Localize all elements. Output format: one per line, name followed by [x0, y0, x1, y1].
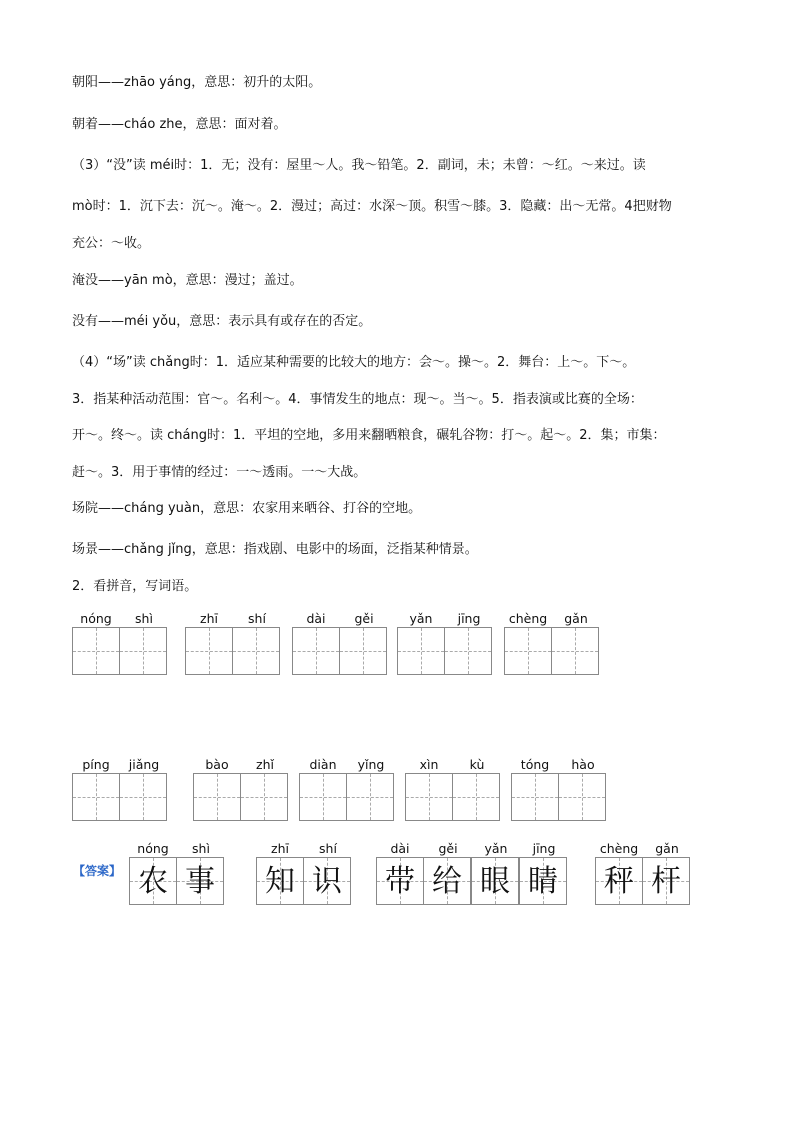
pinyin: nóng: [137, 841, 169, 856]
answer-char: 给: [432, 864, 462, 899]
write-box[interactable]: [551, 627, 599, 675]
pinyin: tóng: [520, 757, 550, 772]
pinyin: jiǎng: [128, 757, 160, 772]
write-box[interactable]: [346, 773, 394, 821]
answer-box: [129, 857, 177, 905]
text-line: 朝着——cháo zhe，意思：面对着。: [72, 117, 287, 132]
pinyin: jīng: [457, 611, 481, 626]
writing-grid: [504, 611, 600, 675]
pinyin: shí: [248, 611, 266, 626]
answer-label: 【答案】: [73, 864, 122, 878]
pinyin: diàn: [309, 757, 337, 772]
writing-grid: [405, 757, 501, 821]
text-line: 充公：～收。: [72, 236, 151, 251]
answer-char: 睛: [528, 864, 558, 899]
pinyin: yǎn: [484, 841, 508, 856]
write-box[interactable]: [119, 627, 167, 675]
text-line: mò时：1．沉下去：沉～。淹～。2．漫过；高过：水深～顶。积雪～膝。3．隐藏：出～无常。4把财物: [72, 199, 672, 214]
answer-box: [376, 857, 424, 905]
answer-char: 秤: [604, 864, 634, 899]
answer-box: [595, 857, 643, 905]
write-box[interactable]: [193, 773, 241, 821]
writing-grid: [72, 611, 168, 675]
write-box[interactable]: [299, 773, 347, 821]
pinyin: kù: [469, 757, 485, 772]
text-line: 淹没——yān mò，意思：漫过；盖过。: [72, 273, 303, 288]
text-line: 赶～。3．用于事情的经过：一～透雨。一～大战。: [72, 465, 367, 480]
pinyin: yǐng: [357, 757, 385, 772]
answer-grid: [129, 841, 225, 905]
text-line: （4）“场”读 chǎng时：1．适应某种需要的比较大的地方：会～。操～。2．舞台：上～。下～。: [72, 355, 636, 370]
pinyin: jīng: [532, 841, 556, 856]
answer-box: [423, 857, 471, 905]
pinyin: chèng: [508, 611, 548, 626]
pinyin: shì: [192, 841, 210, 856]
write-box[interactable]: [240, 773, 288, 821]
pinyin: yǎn: [409, 611, 433, 626]
writing-grid: [511, 757, 607, 821]
write-box[interactable]: [558, 773, 606, 821]
answer-grid: [256, 841, 352, 905]
pinyin: shì: [135, 611, 153, 626]
write-box[interactable]: [397, 627, 445, 675]
answer-grid: [595, 841, 691, 905]
write-box[interactable]: [292, 627, 340, 675]
pinyin: zhī: [271, 841, 289, 856]
pinyin: dài: [306, 611, 326, 626]
writing-grid: [72, 757, 168, 821]
answer-grid: [376, 841, 568, 905]
writing-grid: [193, 757, 289, 821]
write-box[interactable]: [444, 627, 492, 675]
text-line: 场景——chǎng jǐng，意思：指戏剧、电影中的场面，泛指某种情景。: [72, 542, 478, 557]
answer-char: 眼: [480, 864, 510, 899]
answer-box: [303, 857, 351, 905]
writing-grid: [292, 611, 388, 675]
write-box[interactable]: [232, 627, 280, 675]
pinyin: xìn: [419, 757, 439, 772]
pinyin: bào: [205, 757, 229, 772]
write-box[interactable]: [119, 773, 167, 821]
text-line: 3．指某种活动范围：官～。名利～。4．事情发生的地点：现～。当～。5．指表演或比赛的全场：: [72, 392, 643, 407]
write-box[interactable]: [185, 627, 233, 675]
pinyin: dài: [390, 841, 410, 856]
text-line: （3）“没”读 méi时：1．无；没有：屋里～人。我～铅笔。2．副词，未；未曾：～红。～来过。读: [72, 158, 646, 173]
pinyin: gěi: [354, 611, 374, 626]
text-line: 朝阳——zhāo yáng，意思：初升的太阳。: [72, 75, 322, 90]
answer-char: 事: [185, 864, 215, 899]
text-line: 场院——cháng yuàn，意思：农家用来晒谷、打谷的空地。: [72, 501, 422, 516]
write-box[interactable]: [511, 773, 559, 821]
answer-char: 杆: [651, 864, 681, 899]
write-box[interactable]: [72, 773, 120, 821]
text-line: 开～。终～。读 cháng时：1．平坦的空地，多用来翻晒粮食，碾轧谷物：打～。起～。2．集；市集：: [72, 428, 666, 443]
pinyin: gǎn: [564, 611, 588, 626]
write-box[interactable]: [405, 773, 453, 821]
writing-grid: [299, 757, 395, 821]
write-box[interactable]: [72, 627, 120, 675]
pinyin: gěi: [438, 841, 458, 856]
pinyin: nóng: [80, 611, 112, 626]
pinyin: chèng: [599, 841, 639, 856]
answer-box: [176, 857, 224, 905]
pinyin: hào: [571, 757, 595, 772]
write-box[interactable]: [339, 627, 387, 675]
text-line: 没有——méi yǒu，意思：表示具有或存在的否定。: [72, 314, 372, 329]
answer-box: [256, 857, 304, 905]
answer-box: [519, 857, 567, 905]
write-box[interactable]: [452, 773, 500, 821]
pinyin: shí: [319, 841, 337, 856]
writing-grid: [397, 611, 493, 675]
writing-grid: [185, 611, 281, 675]
pinyin: zhī: [200, 611, 218, 626]
pinyin: gǎn: [655, 841, 679, 856]
answer-char: 知: [265, 864, 295, 899]
answer-char: 识: [312, 864, 342, 899]
answer-box: [471, 857, 519, 905]
answer-char: 农: [138, 864, 168, 899]
pinyin: zhǐ: [256, 757, 274, 772]
question-heading: 2．看拼音，写词语。: [72, 579, 198, 594]
answer-box: [642, 857, 690, 905]
write-box[interactable]: [504, 627, 552, 675]
answer-char: 带: [385, 864, 415, 899]
pinyin: píng: [82, 757, 110, 772]
